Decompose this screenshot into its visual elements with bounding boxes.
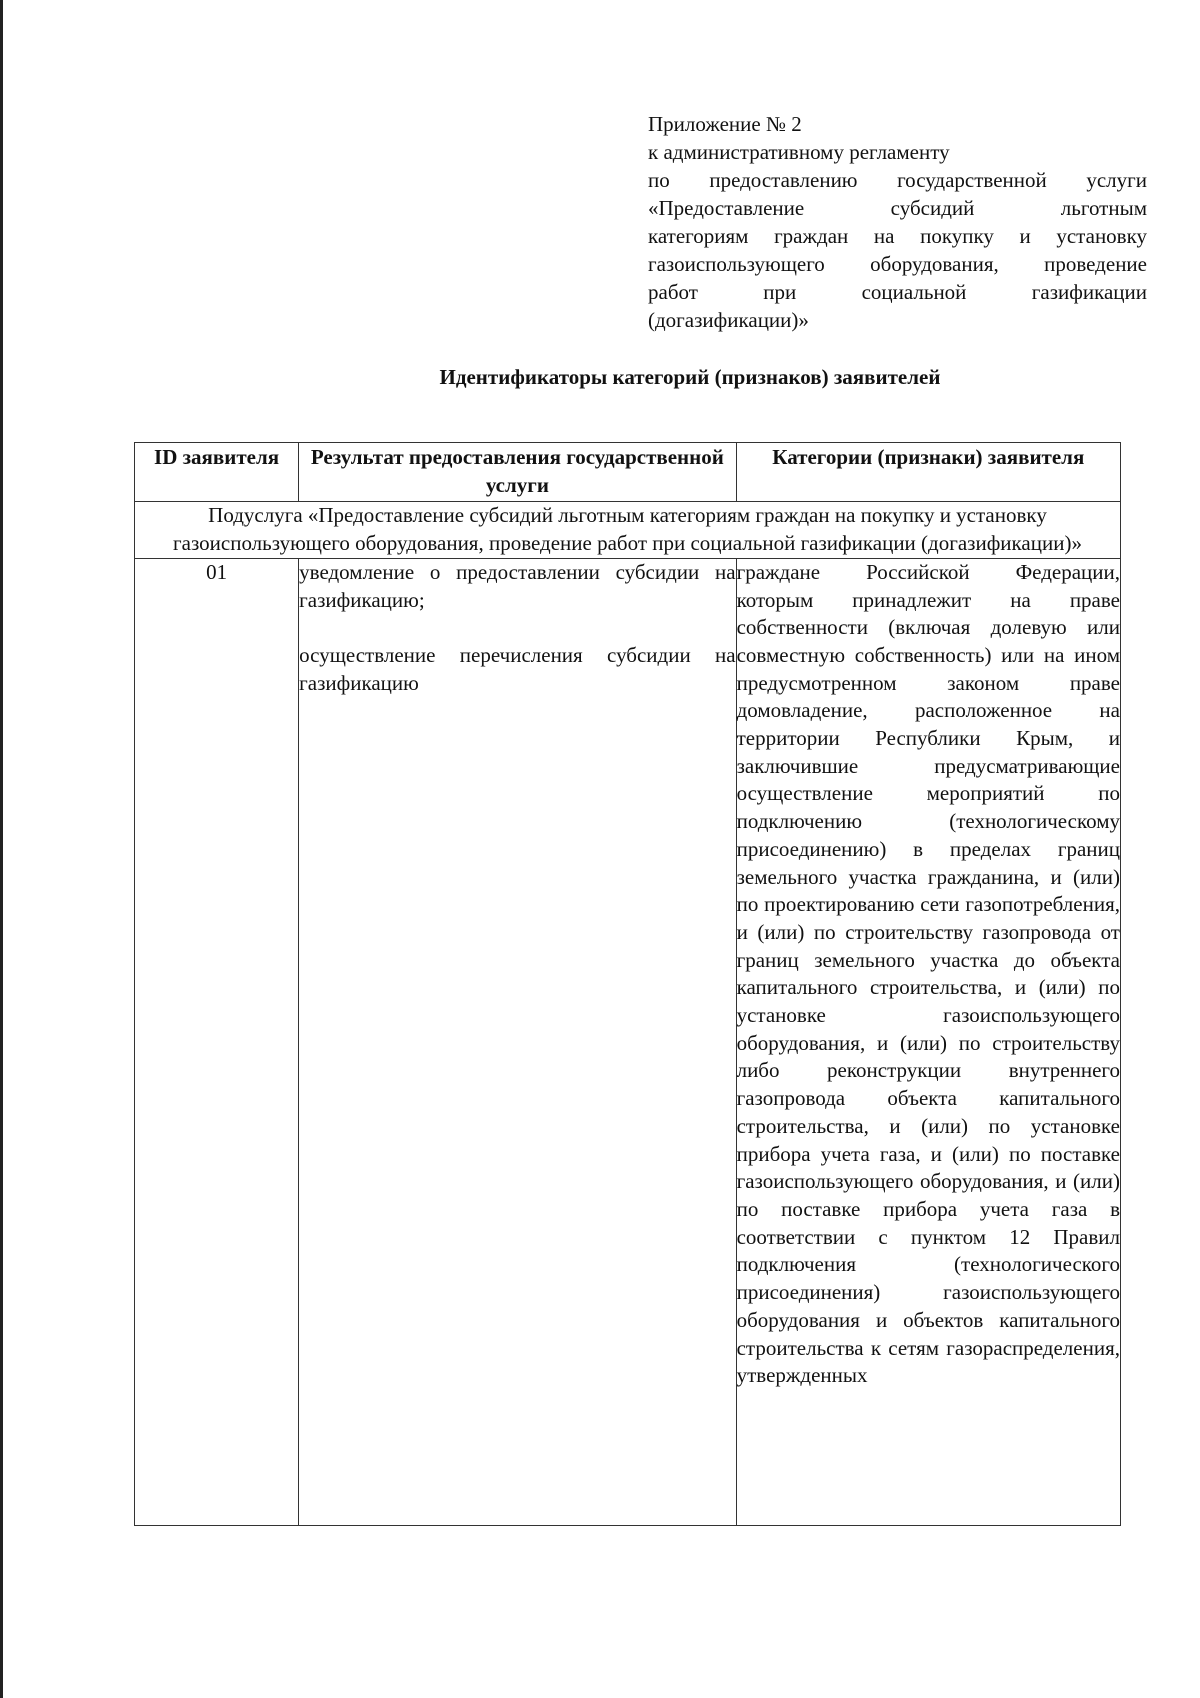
appendix-line: «Предоставление субсидий льготным	[648, 196, 1147, 220]
subservice-row	[135, 502, 1121, 558]
page-left-edge	[0, 0, 3, 1698]
result-item: осуществление перечисления субсидии на газификацию	[299, 643, 736, 695]
appendix-line: категориям граждан на покупку и установку	[648, 224, 1147, 248]
appendix-line: к административному регламенту	[648, 140, 950, 164]
applicant-id: 01	[135, 558, 299, 1525]
header-id: ID заявителя	[135, 443, 299, 502]
appendix-line: работ при социальной газификации	[648, 280, 1147, 304]
appendix-line: по предоставлению государственной услуги	[648, 168, 1147, 192]
appendix-header	[648, 110, 1147, 334]
table-header-row	[135, 443, 1121, 502]
categories-cell: граждане Российской Федерации, которым принадлежит на праве собственности (включая долевую или совместную собственность) или на ином предусмотренном законом праве домовладение, расположенное на территории Республики Крым, и заключившие предусматривающие осуществление мероприятий по подключению (технологическому присоединению) в пределах границ земельного участка гражданина, и (или) по проектированию сети газопотребления, и (или) по строительству газопровода от границ земельного участка до объекта капитального строительства, и (или) по установке газоиспользующего оборудования, и (или) по строительству либо реконструкции внутреннего газопровода объекта капитального строительства, и (или) по установке прибора учета газа, и (или) по поставке газоиспользующего оборудования, и (или) по поставке прибора учета газа в соответствии с пунктом 12 Правил подключения (технологического присоединения) газоиспользующего оборудования и объектов капитального строительства к сетям газораспределения, утвержденных	[736, 558, 1120, 1525]
appendix-number: Приложение № 2	[648, 112, 802, 136]
appendix-line: (догазификации)»	[648, 308, 809, 332]
appendix-line: газоиспользующего оборудования, проведение	[648, 252, 1147, 276]
header-categories: Категории (признаки) заявителя	[736, 443, 1120, 502]
result-item: уведомление о предоставлении субсидии на газификацию;	[299, 559, 736, 612]
document-title: Идентификаторы категорий (признаков) заявителей	[439, 365, 941, 389]
categories-table	[134, 442, 1121, 1526]
subservice-title: Подуслуга «Предоставление субсидий льготным категориям граждан на покупку и установку газоиспользующего оборудования, проведение работ при социальной газификации (догазификации)»	[135, 502, 1121, 558]
result-cell	[299, 558, 736, 1525]
header-result: Результат предоставления государственной услуги	[299, 443, 736, 502]
table-row	[135, 558, 1121, 1525]
